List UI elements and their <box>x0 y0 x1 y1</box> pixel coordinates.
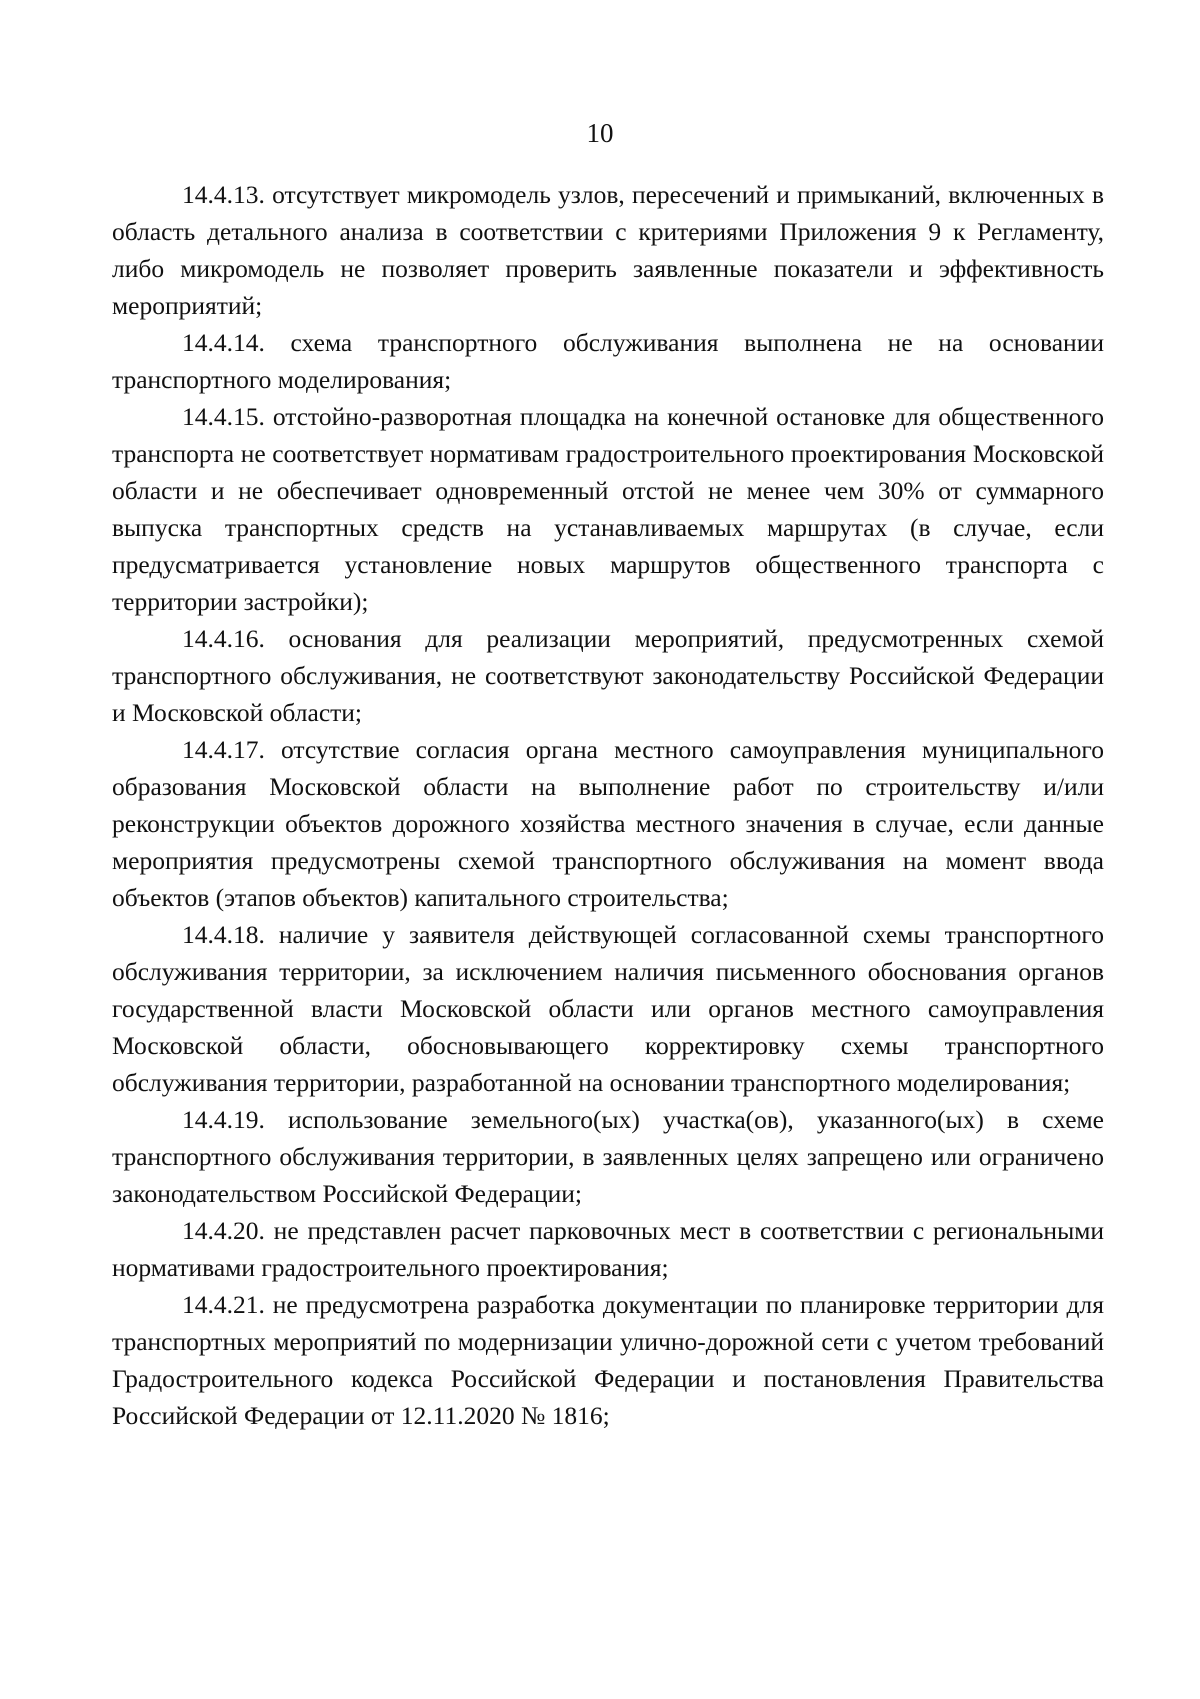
paragraph-14-4-13: 14.4.13. отсутствует микромодель узлов, пересечений и примыканий, включенных в область детального анализа в соответствии с критериями Приложения 9 к Регламенту, либо микромодель не позволяет проверить заявленные показатели и эффективность мероприятий; <box>112 180 1104 320</box>
paragraph-14-4-19: 14.4.19. использование земельного(ых) участка(ов), указанного(ых) в схеме транспортного обслуживания территории, в заявленных целях запрещено или ограничено законодательством Российской Федерации; <box>112 1105 1104 1208</box>
paragraph-14-4-17: 14.4.17. отсутствие согласия органа местного самоуправления муниципального образования Московской области на выполнение работ по строительству и/или реконструкции объектов дорожного хозяйства местного значения в случае, если данные мероприятия предусмотрены схемой транспортного обслуживания на момент ввода объектов (этапов объектов) капитального строительства; <box>112 735 1104 912</box>
document-body <box>112 176 1104 1434</box>
paragraph-14-4-18: 14.4.18. наличие у заявителя действующей согласованной схемы транспортного обслуживания территории, за исключением наличия письменного обоснования органов государственной власти Московской области или органов местного самоуправления Московской области, обосновывающего корректировку схемы транспортного обслуживания территории, разработанной на основании транспортного моделирования; <box>112 920 1104 1097</box>
paragraph-14-4-15: 14.4.15. отстойно-разворотная площадка на конечной остановке для общественного транспорта не соответствует нормативам градостроительного проектирования Московской области и не обеспечивает одновременный отстой не менее чем 30% от суммарного выпуска транспортных средств на устанавливаемых маршрутах (в случае, если предусматривается установление новых маршрутов общественного транспорта с территории застройки); <box>112 402 1104 616</box>
page-number: 10 <box>586 118 614 148</box>
paragraph-14-4-14: 14.4.14. схема транспортного обслуживания выполнена не на основании транспортного моделирования; <box>112 328 1104 394</box>
paragraph-14-4-20: 14.4.20. не представлен расчет парковочных мест в соответствии с региональными нормативами градостроительного проектирования; <box>112 1216 1104 1282</box>
paragraph-14-4-16: 14.4.16. основания для реализации мероприятий, предусмотренных схемой транспортного обслуживания, не соответствуют законодательству Российской Федерации и Московской области; <box>112 624 1104 727</box>
paragraph-14-4-21: 14.4.21. не предусмотрена разработка документации по планировке территории для транспортных мероприятий по модернизации улично-дорожной сети с учетом требований Градостроительного кодекса Российской Федерации и постановления Правительства Российской Федерации от 12.11.2020 № 1816; <box>112 1290 1104 1430</box>
